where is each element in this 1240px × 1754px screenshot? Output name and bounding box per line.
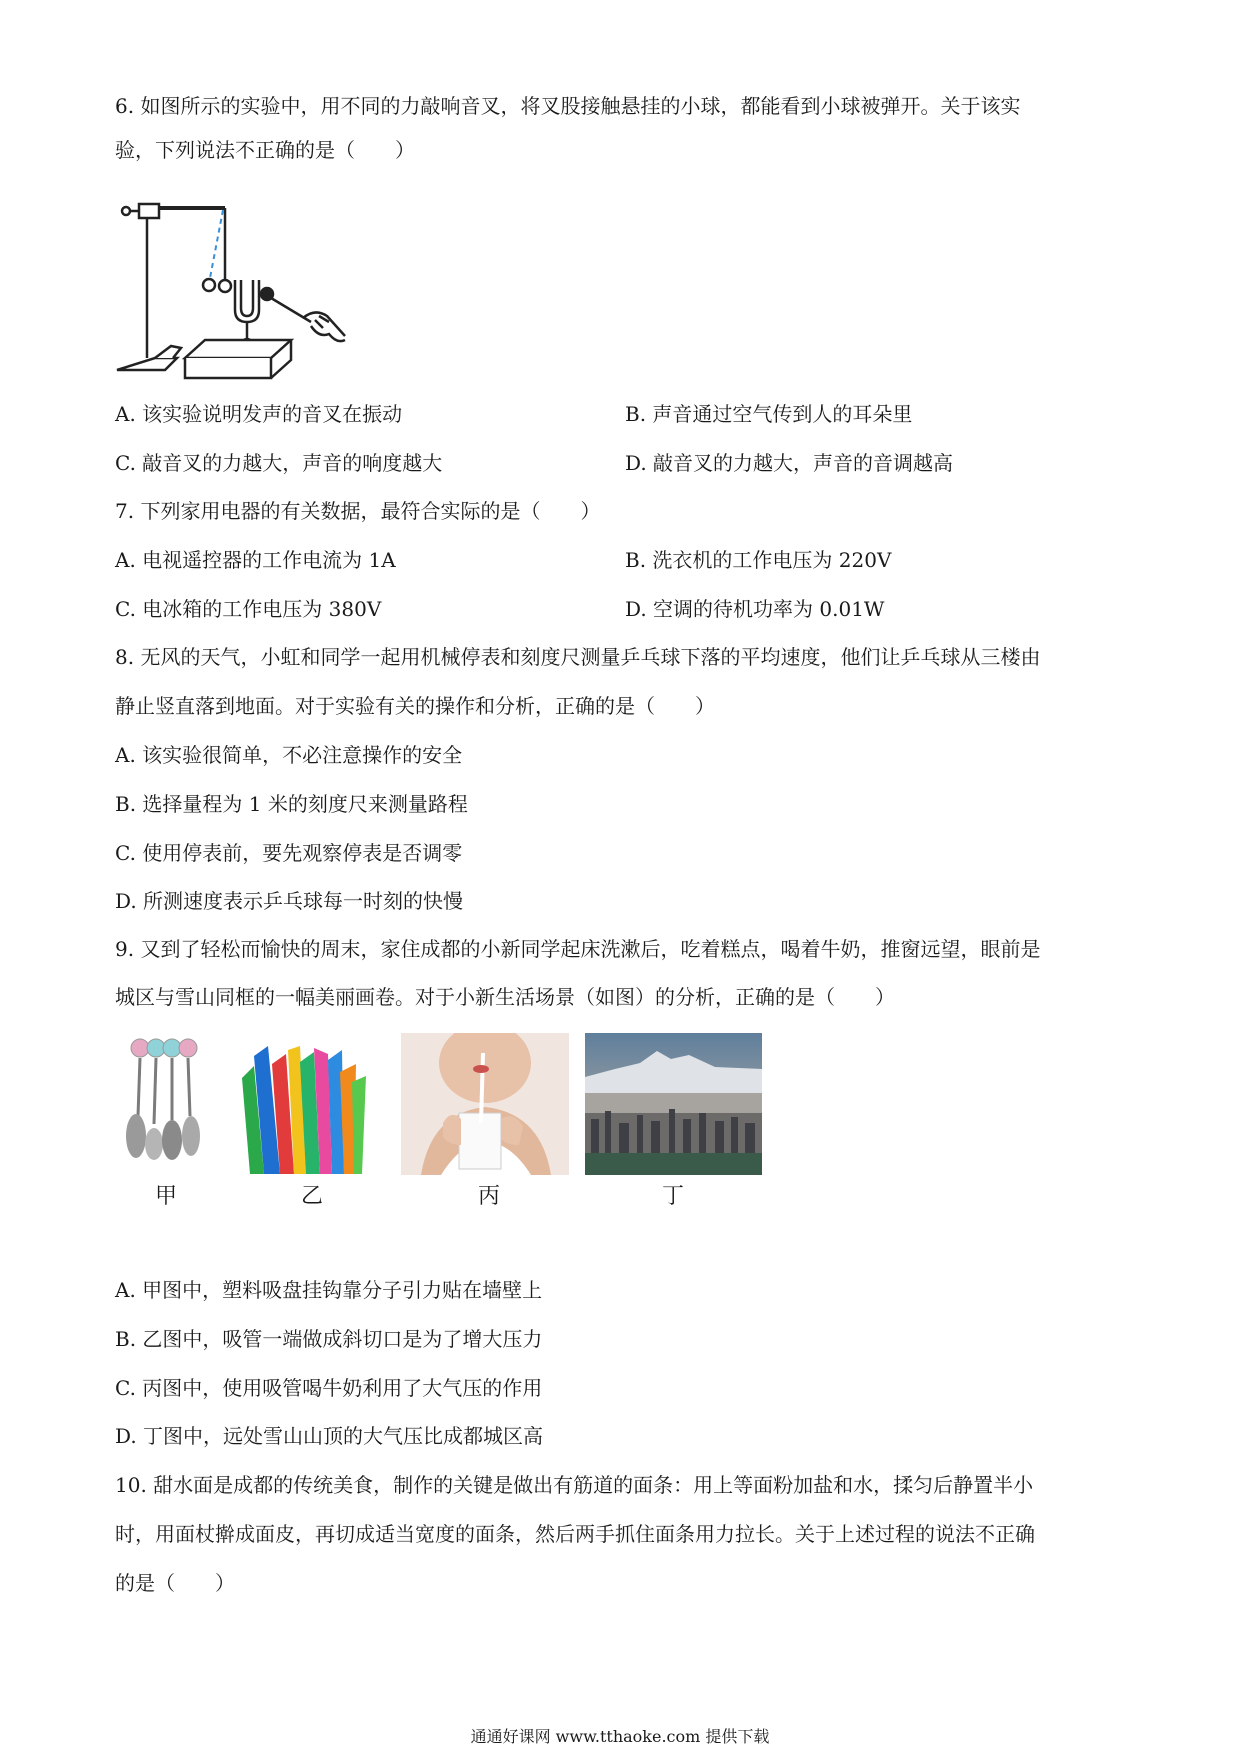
q9-option-a: A. 甲图中，塑料吸盘挂钩靠分子引力贴在墙壁上 xyxy=(115,1278,543,1302)
figure-caption-yi: 乙 xyxy=(300,1184,323,1209)
q8-option-a: A. 该实验很简单，不必注意操作的安全 xyxy=(115,743,463,767)
suction-hook-utensils-image xyxy=(122,1036,212,1171)
snow-mountain-city-image xyxy=(585,1033,762,1175)
q10-stem-line3: 的是（ ） xyxy=(115,1571,235,1595)
q9-option-b: B. 乙图中，吸管一端做成斜切口是为了增大压力 xyxy=(115,1327,543,1351)
q10-stem-line1: 10. 甜水面是成都的传统美食，制作的关键是做出有筋道的面条：用上等面粉加盐和水，揉匀后静置半小 xyxy=(115,1473,1034,1497)
q7-option-b: B. 洗衣机的工作电压为 220V xyxy=(625,548,892,572)
q7-stem: 7. 下列家用电器的有关数据，最符合实际的是（ ） xyxy=(115,499,601,523)
q6-stem-line2: 验，下列说法不正确的是（ ） xyxy=(115,138,415,162)
q8-stem-line1: 8. 无风的天气，小虹和同学一起用机械停表和刻度尺测量乒乓球下落的平均速度，他们让乒乓球从三楼由 xyxy=(115,645,1041,669)
q6-option-b: B. 声音通过空气传到人的耳朵里 xyxy=(625,402,913,426)
q6-option-d: D. 敲音叉的力越大，声音的音调越高 xyxy=(625,451,954,475)
q10-stem-line2: 时，用面杖擀成面皮，再切成适当宽度的面条，然后两手抓住面条用力拉长。关于上述过程的说法不正确 xyxy=(115,1522,1035,1546)
figure-caption-ding: 丁 xyxy=(661,1184,684,1209)
page-footer: 通通好课网 www.tthaoke.com 提供下载 xyxy=(470,1727,770,1746)
figure-caption-bing: 丙 xyxy=(477,1184,500,1209)
q9-stem-line2: 城区与雪山同框的一幅美丽画卷。对于小新生活场景（如图）的分析，正确的是（ ） xyxy=(115,985,895,1009)
q6-stem-line1: 6. 如图所示的实验中，用不同的力敲响音叉，将叉股接触悬挂的小球，都能看到小球被弹开。关于该实 xyxy=(115,94,1021,118)
q7-option-a: A. 电视遥控器的工作电流为 1A xyxy=(115,548,396,572)
q8-option-b: B. 选择量程为 1 米的刻度尺来测量路程 xyxy=(115,792,468,816)
q7-option-c: C. 电冰箱的工作电压为 380V xyxy=(115,597,382,621)
q8-option-c: C. 使用停表前，要先观察停表是否调零 xyxy=(115,841,463,865)
q9-stem-line1: 9. 又到了轻松而愉快的周末，家住成都的小新同学起床洗漱后，吃着糕点，喝着牛奶，推窗远望，眼前是 xyxy=(115,937,1041,961)
drinking-milk-image xyxy=(401,1033,569,1175)
q8-option-d: D. 所测速度表示乒乓球每一时刻的快慢 xyxy=(115,889,464,913)
q7-option-d: D. 空调的待机功率为 0.01W xyxy=(625,597,885,621)
q6-option-a: A. 该实验说明发声的音叉在振动 xyxy=(115,402,403,426)
q6-option-c: C. 敲音叉的力越大，声音的响度越大 xyxy=(115,451,443,475)
q9-option-c: C. 丙图中，使用吸管喝牛奶利用了大气压的作用 xyxy=(115,1376,543,1400)
figure-caption-jia: 甲 xyxy=(154,1184,177,1209)
tuning-fork-experiment-figure xyxy=(115,198,355,383)
q8-stem-line2: 静止竖直落到地面。对于实验有关的操作和分析，正确的是（ ） xyxy=(115,694,715,718)
q9-option-d: D. 丁图中，远处雪山山顶的大气压比成都城区高 xyxy=(115,1424,544,1448)
straws-image xyxy=(240,1046,370,1174)
